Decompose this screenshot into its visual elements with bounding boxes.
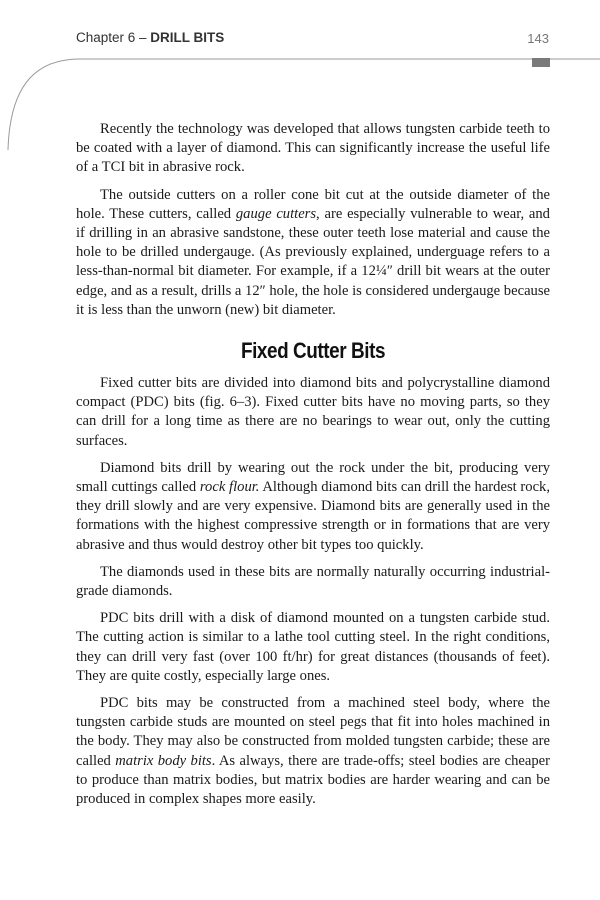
text-run: Fixed cutter bits are divided into diamond bits and polycrystalline diamond compact (PDC) bits (fig. 6–3). Fixed cutter bits have no moving parts, so they can drill for a long time as there are no bearings to wear out, only the cutting surfaces. xyxy=(76,375,550,449)
text-run: , are especially vulnerable to wear, and if drilling in an abrasive sandstone, these outer teeth lose material and cause the hole to be drilled undergauge. (As previously explained, underguage refers to a less-than-normal bit diameter. For example, if a 12¼″ drill bit wears at the outer edge, and as a result, drills a 12″ hole, the hole is considered undergauge because it is less than the unworn (new) bit diameter. xyxy=(76,205,550,318)
text-run: The diamonds used in these bits are normally naturally occurring industrial-grade diamonds. xyxy=(76,563,550,600)
text-run: PDC bits may be constructed from a machined steel body, where the tungsten carbide studs are mounted on steel pegs that fit into holes machined in the body. They may also be constructed from molded tungsten carbide; these are called xyxy=(76,695,550,769)
paragraph xyxy=(76,609,550,686)
paragraph xyxy=(76,374,550,451)
section-paragraphs xyxy=(76,374,550,809)
chapter-label: Chapter 6 – xyxy=(76,30,151,45)
paragraph xyxy=(76,120,550,178)
section-heading: Fixed Cutter Bits xyxy=(240,338,386,364)
text-run: The outside cutters on a roller cone bit cut at the outside diameter of the hole. These cutters, called xyxy=(76,186,550,222)
italic-term: rock flour. xyxy=(199,479,260,496)
italic-term: matrix body bits xyxy=(115,752,212,769)
text-run: . As always, there are trade-offs; steel bodies are cheaper to produce than matrix bodies, but matrix bodies are harder wearing and can be produced in complex shapes more easily. xyxy=(76,752,550,808)
chapter-title: DRILL BITS xyxy=(150,30,225,45)
intro-paragraphs xyxy=(76,120,550,320)
paragraph xyxy=(76,186,550,320)
text-run: Although diamond bits can drill the hardest rock, they drill slowly and are very expensive. Diamond bits are generally used in the formations with the highest compressive strength or in formations that are very abrasive and thus would destroy other bit types too quickly. xyxy=(76,479,550,553)
text-run: Recently the technology was developed that allows tungsten carbide teeth to be coated with a layer of diamond. This can significantly increase the useful life of a TCI bit in abrasive rock. xyxy=(76,121,550,176)
page-body xyxy=(76,120,550,817)
italic-term: gauge cutters xyxy=(235,205,317,222)
header-tab-marker xyxy=(532,58,550,67)
text-run: Diamond bits drill by wearing out the rock under the bit, producing very small cuttings called xyxy=(76,459,550,496)
paragraph xyxy=(76,459,550,555)
page-number: 143 xyxy=(527,31,549,46)
paragraph xyxy=(76,694,550,809)
text-run: PDC bits drill with a disk of diamond mounted on a tungsten carbide stud. The cutting action is similar to a lathe tool cutting steel. In the right conditions, they can drill very fast (over 100 ft/hr) for great distances (thousands of feet). They are quite costly, especially large ones. xyxy=(76,610,550,684)
paragraph xyxy=(76,563,550,601)
